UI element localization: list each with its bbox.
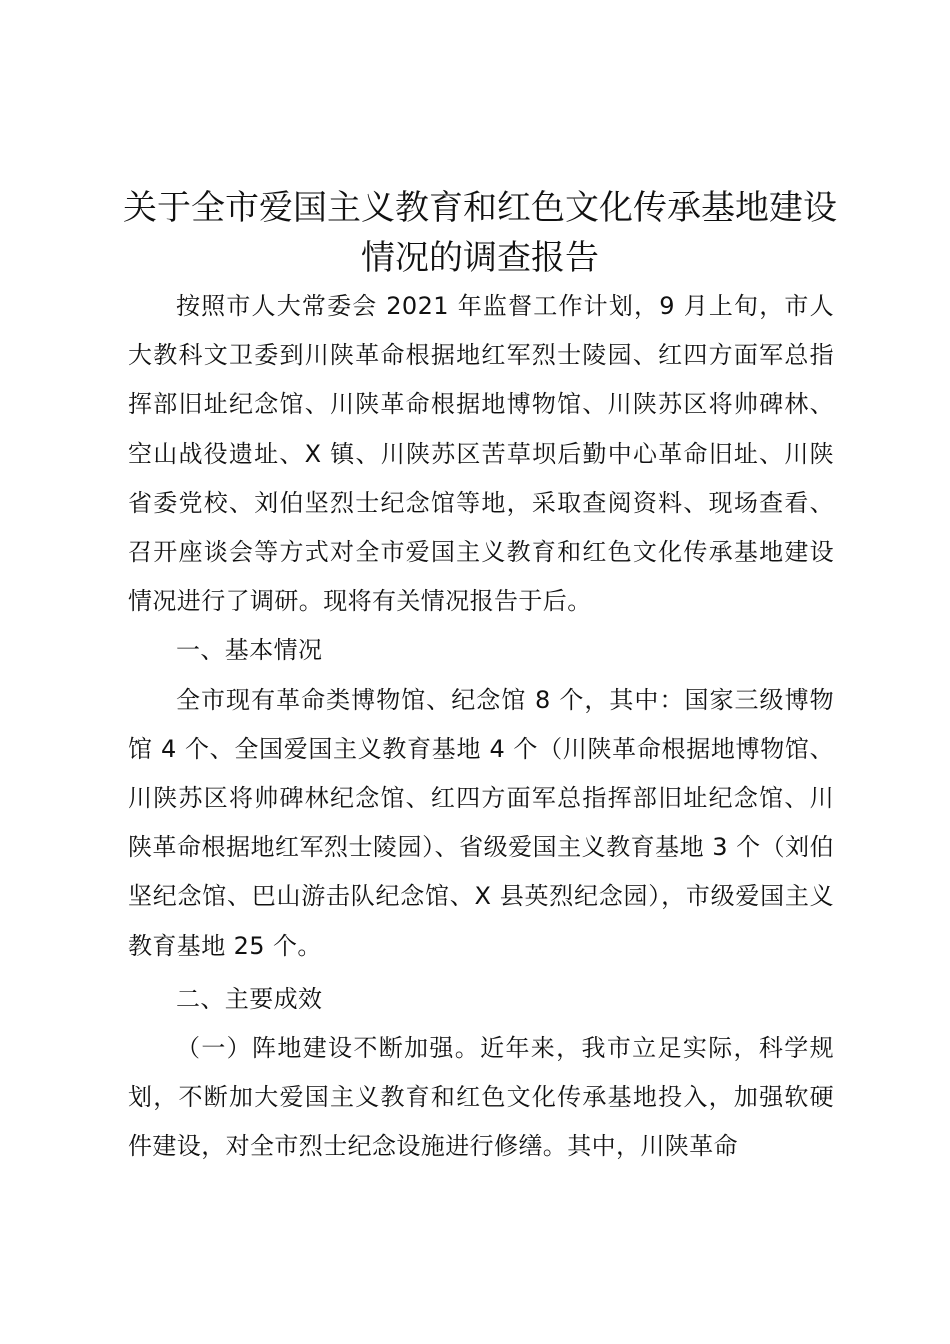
section-heading-achievements: 二、主要成效 [176, 984, 323, 1013]
document-body [128, 282, 834, 1172]
paragraph-basic-situation: 全市现有革命类博物馆、纪念馆 8 个，其中：国家三级博物馆 4 个、全国爱国主义教育基地 4 个（川陕革命根据地博物馆、川陕苏区将帅碑林纪念馆、红四方面军总指挥部旧址纪念馆、川陕革命根据地红军烈士陵园）、省级爱国主义教育基地 3 个（刘伯坚纪念馆、巴山游击队纪念馆、X 县英烈纪念园），市级爱国主义教育基地 25 个。 [128, 685, 834, 960]
document-title: 关于全市爱国主义教育和红色文化传承基地建设情况的调查报告 [123, 188, 837, 278]
paragraph-intro: 按照市人大常委会 2021 年监督工作计划，9 月上旬，市人大教科文卫委到川陕革命根据地红军烈士陵园、红四方面军总指挥部旧址纪念馆、川陕革命根据地博物馆、川陕苏区将帅碑林、空山战役遗址、X 镇、川陕苏区苦草坝后勤中心革命旧址、川陕省委党校、刘伯坚烈士纪念馆等地，采取查阅资料、现场查看、召开座谈会等方式对全市爱国主义教育和红色文化传承基地建设情况进行了调研。现将有关情况报告于后。 [128, 292, 834, 616]
paragraph-achievement-1: （一）阵地建设不断加强。近年来，我市立足实际，科学规划，不断加大爱国主义教育和红色文化传承基地投入，加强软硬件建设，对全市烈士纪念设施进行修缮。其中，川陕革命 [128, 1034, 834, 1161]
section-heading-basic: 一、基本情况 [176, 636, 323, 665]
